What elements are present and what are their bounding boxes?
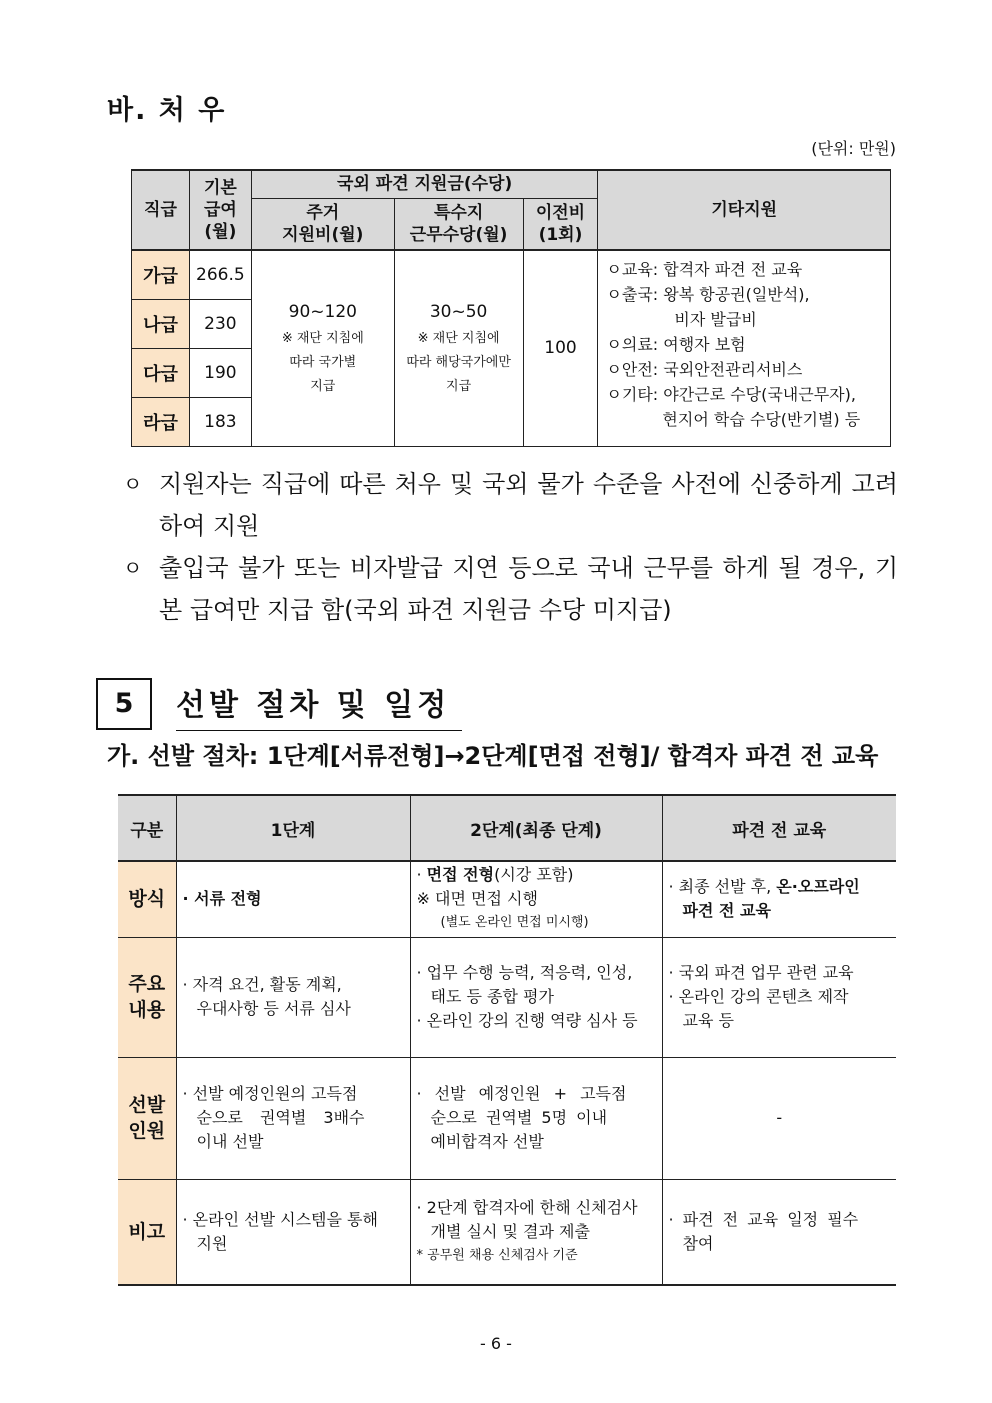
relocation-cell: 100 <box>523 250 598 446</box>
grade-cell: 나급 <box>132 299 190 348</box>
header-pre-training: 파견 전 교육 <box>662 795 896 861</box>
content-stage1-line: 우대사항 등 서류 심사 <box>196 999 351 1018</box>
content-stage2 <box>410 937 662 1057</box>
special-note-3: 지급 <box>446 379 472 395</box>
content-pre-training <box>662 937 896 1057</box>
compensation-table <box>131 169 891 447</box>
header-stage1: 1단계 <box>176 795 410 861</box>
special-note-1: ※ 재단 지침에 <box>417 331 500 347</box>
header-housing: 주거 지원비(월) <box>251 198 394 250</box>
remarks-stage1 <box>176 1179 410 1285</box>
other-line-language: 현지어 학습 수당(반기별) 등 <box>662 410 861 429</box>
notes-list <box>123 463 898 631</box>
other-line-departure: ㅇ출국: 왕복 항공권(일반석), <box>606 285 810 304</box>
remarks-stage2-line: * 공무원 채용 신체검사 기준 <box>416 1247 578 1263</box>
remarks-pre-line: 참여 <box>682 1233 714 1253</box>
content-pre-line: · 온라인 강의 콘텐츠 제작 <box>668 987 849 1006</box>
interview-note: ※ 대면 면접 시행 <box>416 889 538 909</box>
method-pre-training <box>662 861 896 937</box>
remarks-pre-line: · 파견 전 교육 일정 필수 <box>668 1209 859 1229</box>
section-title: 선발 절차 및 일정 <box>176 680 462 731</box>
header-overseas-support: 국외 파견 지원금(수당) <box>251 170 598 198</box>
interview-small-note: (별도 온라인 면접 미시행) <box>440 915 589 931</box>
housing-value: 90~120 <box>288 302 357 323</box>
section-heading-treatment: 바. 처 우 <box>107 95 227 126</box>
other-line-medical: ㅇ의료: 여행자 보험 <box>606 335 746 354</box>
header-other-support: 기타지원 <box>598 170 891 250</box>
header-base-pay: 기본 급여 (월) <box>189 170 251 250</box>
remarks-pre-training <box>662 1179 896 1285</box>
base-pay-cell: 190 <box>189 348 251 397</box>
content-stage1 <box>176 937 410 1057</box>
quota-pre-training: - <box>662 1057 896 1179</box>
remarks-stage2 <box>410 1179 662 1285</box>
housing-note-3: 지급 <box>310 379 336 395</box>
header-grade: 직급 <box>132 170 190 250</box>
housing-note-1: ※ 재단 지침에 <box>281 331 364 347</box>
grade-cell: 라급 <box>132 397 190 446</box>
page-number: - 6 - <box>480 1334 512 1353</box>
content-stage2-line: 태도 등 종합 평가 <box>430 987 554 1006</box>
row-label-content: 주요 내용 <box>118 937 176 1057</box>
bullet-mark: ㅇ <box>123 556 143 580</box>
quota-stage2-line: · 선발 예정인원 + 고득점 <box>416 1084 627 1103</box>
quota-stage2 <box>410 1057 662 1179</box>
base-pay-cell: 183 <box>189 397 251 446</box>
bullet-mark: ㅇ <box>123 472 143 496</box>
interview-label: 면접 전형 <box>426 865 495 885</box>
row-label-quota: 선발 인원 <box>118 1057 176 1179</box>
special-area-cell <box>394 250 523 446</box>
unit-label: (단위: 만원) <box>811 139 896 158</box>
content-pre-line: 교육 등 <box>682 1011 734 1030</box>
quota-stage1-line: · 선발 예정인원의 고득점 <box>182 1084 358 1103</box>
special-note-2: 따라 해당국가에만 <box>406 355 511 371</box>
header-category: 구분 <box>118 795 176 861</box>
remarks-stage1-line: 지원 <box>196 1233 228 1253</box>
housing-cell <box>251 250 394 446</box>
content-stage2-line: · 업무 수행 능력, 적응력, 인성, <box>416 963 633 982</box>
grade-cell: 다급 <box>132 348 190 397</box>
grade-cell: 가급 <box>132 250 190 299</box>
note-item <box>123 463 898 547</box>
housing-note-2: 따라 국가별 <box>289 355 357 371</box>
header-special-area: 특수지 근무수당(월) <box>394 198 523 250</box>
selection-process-heading: 가. 선발 절차: 1단계[서류전형]→2단계[면접 전형]/ 합격자 파견 전 교육 <box>107 742 879 770</box>
remarks-stage2-line: 개별 실시 및 결과 제출 <box>430 1221 590 1241</box>
quota-stage1-line: 순으로 권역별 3배수 <box>196 1108 365 1127</box>
row-label-remarks: 비고 <box>118 1179 176 1285</box>
note-item <box>123 547 898 631</box>
other-line-safety: ㅇ안전: 국외안전관리서비스 <box>606 360 803 379</box>
content-stage2-line: · 온라인 강의 진행 역량 심사 등 <box>416 1011 638 1030</box>
quota-stage2-line: 순으로 권역별 5명 이내 <box>430 1108 608 1127</box>
section-number-box: 5 <box>96 678 152 730</box>
remarks-stage1-line: · 온라인 선발 시스템을 통해 <box>182 1209 378 1229</box>
interview-detail: (시강 포함) <box>494 865 574 885</box>
content-stage1-line: · 자격 요건, 활동 계획, <box>182 975 342 994</box>
base-pay-cell: 230 <box>189 299 251 348</box>
pre-training-plain: · 최종 선발 후, <box>668 877 777 897</box>
content-pre-line: · 국외 파견 업무 관련 교육 <box>668 963 854 982</box>
method-stage1: · 서류 전형 <box>176 861 410 937</box>
pre-training-bold-2: 파견 전 교육 <box>682 901 771 921</box>
note-text: 출입국 불가 또는 비자발급 지연 등으로 국내 근무를 하게 될 경우, 기본 급여만 지급 함(국외 파견 지원금 수당 미지급) <box>159 554 898 624</box>
header-stage2: 2단계(최종 단계) <box>410 795 662 861</box>
quota-stage2-line: 예비합격자 선발 <box>430 1132 544 1151</box>
other-line-education: ㅇ교육: 합격자 파견 전 교육 <box>606 260 803 279</box>
base-pay-cell: 266.5 <box>189 250 251 299</box>
note-text: 지원자는 직급에 따른 처우 및 국외 물가 수준을 사전에 신중하게 고려하여 지원 <box>159 470 898 540</box>
pre-training-bold: 온·오프라인 <box>776 877 860 897</box>
other-line-etc: ㅇ기타: 야간근로 수당(국내근무자), <box>606 385 856 404</box>
method-stage2: · 면접 전형(시강 포함) ※ 대면 면접 시행 (별도 온라인 면접 미시행) <box>410 861 662 937</box>
remarks-stage2-line: · 2단계 합격자에 한해 신체검사 <box>416 1197 638 1217</box>
quota-stage1 <box>176 1057 410 1179</box>
selection-table <box>118 794 896 1286</box>
header-relocation: 이전비 (1회) <box>523 198 598 250</box>
row-label-method: 방식 <box>118 861 176 937</box>
other-line-visa: 비자 발급비 <box>674 310 757 329</box>
other-support-cell <box>598 250 891 446</box>
special-value: 30~50 <box>429 302 488 323</box>
quota-stage1-line: 이내 선발 <box>196 1132 264 1151</box>
